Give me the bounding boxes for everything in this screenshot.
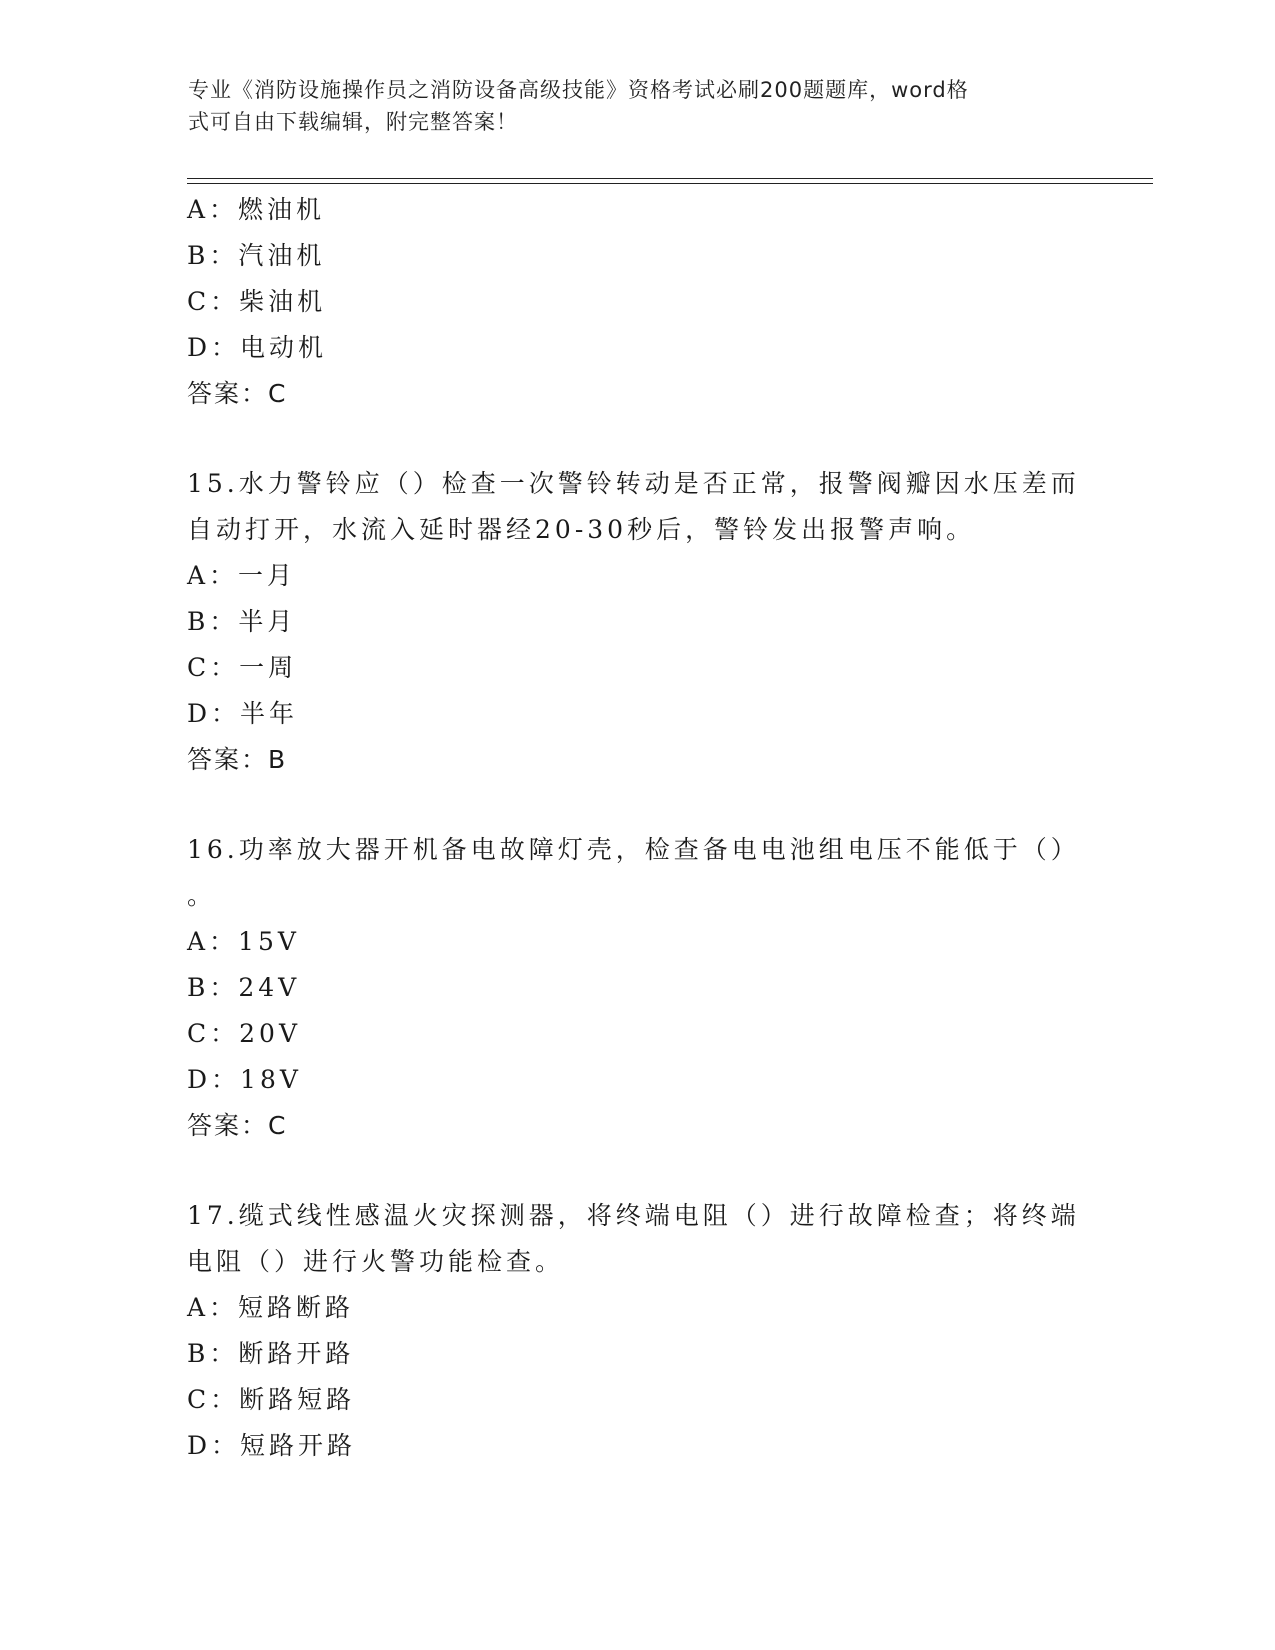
question-text-line-1: 17.缆式线性感温火灾探测器，将终端电阻（）进行故障检查；将终端 bbox=[187, 1201, 1080, 1230]
document-header bbox=[188, 74, 1068, 138]
option-a: A：燃油机 bbox=[187, 195, 326, 224]
option-c: C：一周 bbox=[187, 653, 298, 682]
question-14 bbox=[187, 187, 1087, 417]
option-a: A：15V bbox=[187, 927, 300, 956]
option-c: C：断路短路 bbox=[187, 1385, 356, 1414]
question-17 bbox=[187, 1193, 1087, 1469]
option-a: A：一月 bbox=[187, 561, 297, 590]
question-text-line-1: 15.水力警铃应（）检查一次警铃转动是否正常，报警阀瓣因水压差而 bbox=[187, 469, 1080, 498]
header-line-1: 专业《消防设施操作员之消防设备高级技能》资格考试必刷200题题库，word格 bbox=[188, 78, 969, 102]
header-line-2: 式可自由下载编辑，附完整答案！ bbox=[188, 110, 518, 134]
option-b: B：半月 bbox=[187, 607, 297, 636]
option-b: B：断路开路 bbox=[187, 1339, 355, 1368]
question-text-line-2: 电阻（）进行火警功能检查。 bbox=[187, 1247, 565, 1276]
option-a: A：短路断路 bbox=[187, 1293, 355, 1322]
question-text-line-2: 。 bbox=[187, 881, 217, 910]
answer: 答案：C bbox=[187, 1111, 288, 1140]
answer: 答案：B bbox=[187, 745, 288, 774]
question-list bbox=[187, 187, 1087, 1469]
option-c: C：20V bbox=[187, 1019, 301, 1048]
header-divider-top bbox=[187, 178, 1153, 179]
question-15 bbox=[187, 461, 1087, 783]
header-divider-bottom bbox=[187, 183, 1153, 184]
option-b: B：24V bbox=[187, 973, 301, 1002]
option-d: D：半年 bbox=[187, 699, 299, 728]
question-text bbox=[187, 827, 1087, 919]
question-text bbox=[187, 1193, 1087, 1285]
option-d: D：18V bbox=[187, 1065, 302, 1094]
question-text-line-2: 自动打开，水流入延时器经20-30秒后，警铃发出报警声响。 bbox=[187, 515, 976, 544]
option-d: D：电动机 bbox=[187, 333, 328, 362]
answer: 答案：C bbox=[187, 379, 288, 408]
option-b: B：汽油机 bbox=[187, 241, 326, 270]
question-text bbox=[187, 461, 1087, 553]
question-text-line-1: 16.功率放大器开机备电故障灯壳，检查备电电池组电压不能低于（） bbox=[187, 835, 1080, 864]
question-16 bbox=[187, 827, 1087, 1149]
option-c: C：柴油机 bbox=[187, 287, 327, 316]
option-d: D：短路开路 bbox=[187, 1431, 357, 1460]
